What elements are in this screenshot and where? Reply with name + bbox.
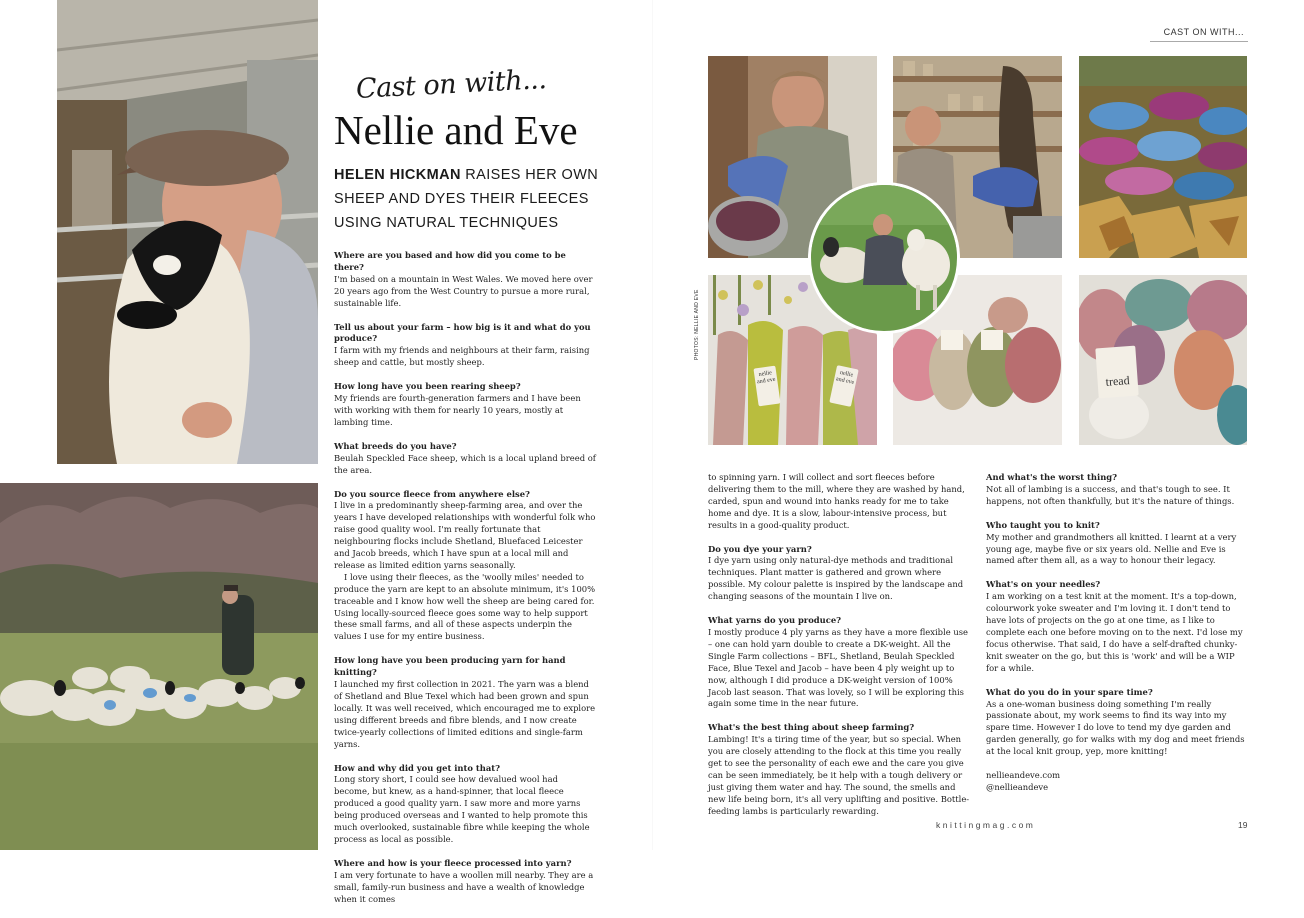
column-3: [986, 472, 1248, 794]
social-handle[interactable]: @nellieandeve: [986, 781, 1049, 792]
answer-continued: I love using their fleeces, as the 'woolly miles' needed to produce the yarn are kept to an absolute minimum, it's 100% traceable and I know how well the sheep are being cared for. Using locally-sourced fleece goes some way to help support these small farms, and all of these aspects underpin the values I use for my entire business.: [334, 571, 596, 642]
answer: My friends are fourth-generation farmers and I have been with working with them for nearly 10 years, mostly at lambing time.: [334, 393, 581, 427]
question: Tell us about your farm – how big is it and what do you produce?: [334, 321, 591, 344]
yarn-label: nellie and eve: [753, 366, 780, 407]
answer: Lambing! It's a tiring time of the year, but so special. When you are closely attending to the flock at this time you really get to see the personality of each ewe and the care you give can be seen immediately, be it help with a tough delivery or just giving them water and hay. The sound, the smells and new life being born, it's all very uplifting and positive. Bottle-feeding lambs is particularly rewarding.: [708, 734, 970, 816]
photo-helen-with-sheep-circle: [808, 182, 960, 334]
page-number: 19: [1238, 820, 1248, 830]
question: Who taught you to knit?: [986, 519, 1100, 530]
standfirst: [334, 163, 634, 235]
answer-continued: to spinning yarn. I will collect and sort fleeces before delivering them to the mill, where they are washed by hand, carded, spun and wound into hanks ready for me to take home and dye. It is a slow, labour-intensive process, but results in a good-quality product.: [708, 472, 965, 530]
answer: Not all of lambing is a success, and that's tough to see. It happens, not often thankfully, but it's the nature of things.: [986, 483, 1235, 506]
kicker-script: Cast on with...: [355, 64, 548, 105]
standfirst-text: RAISES HER OWN SHEEP AND DYES THEIR FLEECES USING NATURAL TECHNIQUES: [334, 167, 599, 231]
question: What's on your needles?: [986, 579, 1101, 590]
question: How long have you been rearing sheep?: [334, 381, 521, 392]
answer: I launched my first collection in 2021. The yarn was a blend of Shetland and Blue Texel which had been grown and spun locally. It was well received, which encouraged me to explore using different breeds and fibre blends, and I now create twice-yearly collections of limited editions and single-farm yarns.: [334, 679, 596, 749]
question: Do you dye your yarn?: [708, 543, 812, 554]
page-spine: [652, 0, 653, 850]
answer: I am very fortunate to have a woollen mill nearby. They are a small, family-run business and have a wealth of knowledge when it comes: [334, 869, 594, 904]
yarn-label-text: tread: [1105, 373, 1131, 389]
article-title: Nellie and Eve: [334, 107, 578, 153]
question: What's the best thing about sheep farming?: [708, 722, 915, 733]
question: How and why did you get into that?: [334, 762, 501, 773]
question: Do you source fleece from anywhere else?: [334, 488, 530, 499]
photo-skeins-autumn-leaves: [1079, 56, 1247, 258]
column-1: [334, 250, 596, 918]
yarn-label-tread: [1095, 346, 1138, 399]
column-2: [708, 472, 970, 830]
photo-helen-with-lamb: [57, 0, 318, 464]
photo-helen-with-flock: [0, 483, 318, 850]
answer: I dye yarn using only natural-dye methods and traditional techniques. Plant matter is gathered and grown where possible. My colour palette is inspired by the landscape and changing seasons of the mountain I live on.: [708, 555, 964, 602]
standfirst-name: HELEN HICKMAN: [334, 167, 461, 183]
answer: I'm based on a mountain in West Wales. We moved here over 20 years ago from the West Country to pursue a more rural, sustainable life.: [334, 273, 593, 308]
answer: Beulah Speckled Face sheep, which is a local upland breed of the area.: [334, 452, 596, 475]
photo-tread-skeins: [1079, 275, 1247, 445]
footer-site: knittingmag.com: [936, 820, 1036, 830]
question: And what's the worst thing?: [986, 472, 1118, 482]
answer: I mostly produce 4 ply yarns as they have a more flexible use – one can hold yarn double to create a DK-weight. All the Single Farm collections – BFL, Shetland, Beulah Speckled Face, Blue Texel and Jacob – have been 4 ply weight up to now, although I did produce a DK-weight version of 100% Jacob last season. That was lovely, so I will be exploring this again some time in the near future.: [708, 626, 968, 709]
question: Where are you based and how did you come to be there?: [334, 250, 566, 272]
question: What do you do in your spare time?: [986, 686, 1153, 697]
question: What yarns do you produce?: [708, 615, 842, 626]
yarn-label: nellie and eve: [829, 365, 858, 407]
question: Where and how is your fleece processed into yarn?: [334, 857, 572, 868]
website-link[interactable]: nellieandeve.com: [986, 770, 1061, 781]
answer: I am working on a test knit at the moment. It's a top-down, colourwork yoke sweater and I'm loving it. I don't tend to have lots of projects on the go at one time, as I like to complete each one before moving on to the next. I'd lose my focus otherwise. That said, I do have a self-drafted chunky-knit sweater on the go, but this is 'work' and will be a WIP for a while.: [986, 591, 1243, 673]
question: What breeds do you have?: [334, 440, 457, 451]
answer: As a one-woman business doing something I'm really passionate about, my work seems to find its way into my spare time. However I do love to tend my dye garden and garden generally, go for walks with my dog and meet friends at the local knit group, yep, more knitting!: [986, 698, 1245, 757]
answer: I farm with my friends and neighbours at their farm, raising sheep and cattle, but mostly sheep.: [334, 345, 590, 368]
photo-credit: PHOTOS: NELLIE AND EVE: [694, 289, 700, 360]
answer: Long story short, I could see how devalued wool had become, but knew, as a hand-spinner, that local fleece produced a good quality yarn. I saw more and more yarns being produced overseas and I wanted to help promote this much overlooked, sustainable fibre while keeping the whole process as local as possible.: [334, 774, 590, 844]
answer: I live in a predominantly sheep-farming area, and over the years I have developed relationships with wonderful folk who raise good quality wool. I'm really fortunate that neighbouring flocks include Shetland, Bluefaced Leicester and Jacob breeds, which I have spun at a local mill and release as limited edition yarns seasonally.: [334, 500, 596, 570]
answer: My mother and grandmothers all knitted. I learnt at a very young age, maybe five or six years old. Nellie and Eve is named after them all, as a way to honour their legacy.: [986, 531, 1237, 566]
section-tag: CAST ON WITH...: [1150, 27, 1248, 42]
question: How long have you been producing yarn for hand knitting?: [334, 655, 566, 678]
